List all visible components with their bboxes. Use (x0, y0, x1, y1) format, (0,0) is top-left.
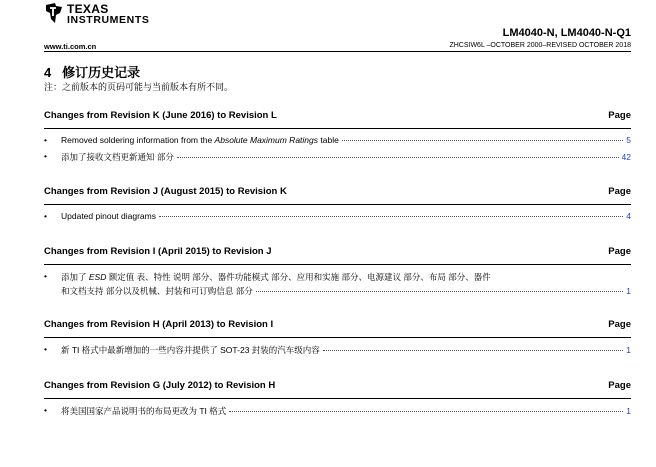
revision-heading-text: Changes from Revision J (August 2015) to Revision K (44, 186, 287, 197)
revision-heading (44, 110, 631, 124)
change-text: 添加了接收文档更新通知 部分 (61, 152, 174, 162)
change-text: 新 TI 格式中最新增加的一些内容并提供了 SOT-23 封装的汽车级内容 (61, 345, 320, 355)
heading-divider (44, 128, 631, 129)
page-column-label: Page (608, 380, 631, 391)
bullet: • (44, 151, 47, 161)
change-text-line-2: 和文档支持 部分以及机械、封装和可订购信息 部分 (61, 286, 253, 296)
page-column-label: Page (608, 319, 631, 330)
revision-heading-text: Changes from Revision H (April 2013) to Revision I (44, 319, 274, 330)
page-column-label: Page (608, 110, 631, 121)
change-text-line-1: 添加了 ESD 额定值 表、特性 说明 部分、器件功能模式 部分、应用和实施 部分、电源建议 部分、布局 部分、器件 (61, 272, 491, 282)
section-number: 4 (44, 65, 52, 80)
heading-divider (44, 204, 631, 205)
change-item (44, 344, 631, 356)
part-number: LM4040-N, LM4040-N-Q1 (502, 27, 631, 39)
revision-heading-text: Changes from Revision I (April 2015) to Revision J (44, 246, 272, 257)
document-id: ZHCSIW6L –OCTOBER 2000–REVISED OCTOBER 2018 (449, 42, 631, 49)
change-text: Removed soldering information from the Absolute Maximum Ratings table (61, 135, 339, 145)
section-title-text: 修订历史记录 (62, 65, 141, 80)
dot-leader (342, 140, 623, 141)
revision-block-h-to-i (44, 319, 631, 356)
revision-block-i-to-j (44, 246, 631, 297)
bullet: • (44, 405, 47, 415)
logo-text-instruments: INSTRUMENTS (67, 14, 150, 26)
page-link[interactable]: 1 (626, 406, 631, 416)
bullet: • (44, 344, 47, 354)
website-link[interactable]: www.ti.com.cn (44, 42, 97, 51)
section-title (44, 62, 140, 81)
ti-logo (44, 2, 164, 28)
heading-divider (44, 337, 631, 338)
page-link[interactable]: 1 (626, 345, 631, 355)
bullet: • (44, 271, 47, 281)
heading-divider (44, 264, 631, 265)
header-divider (44, 51, 631, 52)
section-note: 注：之前版本的页码可能与当前版本有所不同。 (44, 82, 234, 92)
change-text: Updated pinout diagrams (61, 211, 156, 221)
revision-heading-text: Changes from Revision G (July 2012) to Revision H (44, 380, 276, 391)
change-text: 将美国国家产品说明书的布局更改为 TI 格式 (61, 406, 227, 416)
revision-heading (44, 246, 631, 260)
change-item (44, 211, 631, 221)
change-item (44, 135, 631, 145)
revision-block-g-to-h (44, 380, 631, 417)
bullet: • (44, 211, 47, 221)
dot-leader (229, 411, 623, 412)
bullet: • (44, 135, 47, 145)
dot-leader (256, 291, 624, 292)
page-link[interactable]: 5 (626, 135, 631, 145)
page-link[interactable]: 1 (626, 286, 631, 296)
revision-block-j-to-k (44, 186, 631, 221)
dot-leader (159, 216, 623, 217)
dot-leader (323, 350, 623, 351)
revision-block-k-to-l (44, 110, 631, 163)
heading-divider (44, 398, 631, 399)
revision-heading (44, 380, 631, 394)
change-item (44, 151, 631, 163)
dot-leader (177, 157, 619, 158)
revision-heading-text: Changes from Revision K (June 2016) to Revision L (44, 110, 277, 121)
page-link[interactable]: 4 (626, 211, 631, 221)
page-column-label: Page (608, 186, 631, 197)
page-link[interactable]: 42 (621, 152, 631, 162)
change-item (44, 271, 631, 297)
ti-logo-icon (44, 2, 64, 24)
logo-text-texas: TEXAS (67, 2, 109, 16)
revision-heading (44, 319, 631, 333)
revision-heading (44, 186, 631, 200)
page-column-label: Page (608, 246, 631, 257)
change-item (44, 405, 631, 417)
